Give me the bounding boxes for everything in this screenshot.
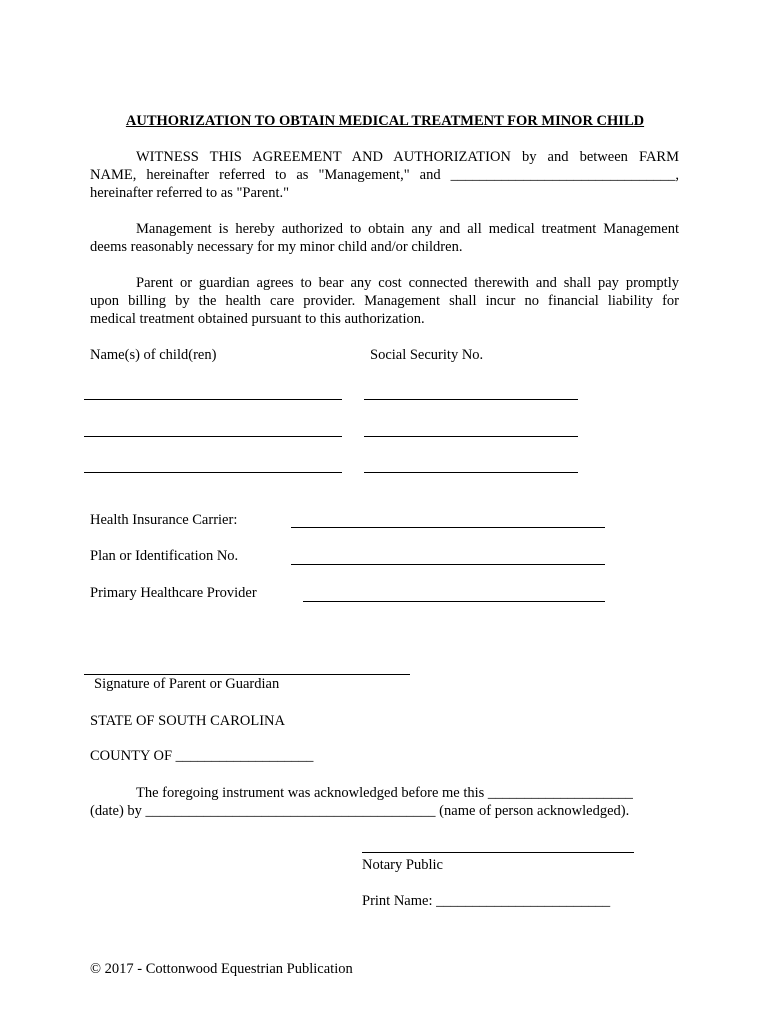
management-line-1: Management is hereby authorized to obtain any and all medical treatment Management [136, 221, 679, 237]
witness-line-2: NAME, hereinafter referred to as "Management," and _______________________________, [90, 167, 679, 183]
plan-id-field[interactable] [291, 564, 605, 565]
child-name-field-3[interactable] [84, 472, 342, 473]
state-line: STATE OF SOUTH CAROLINA [90, 713, 285, 729]
management-paragraph [90, 220, 679, 256]
child-name-field-2[interactable] [84, 436, 342, 437]
primary-provider-field[interactable] [303, 601, 605, 602]
cost-paragraph [90, 274, 679, 328]
cost-line-3: medical treatment obtained pursuant to this authorization. [90, 311, 425, 327]
ssn-field-3[interactable] [364, 472, 578, 473]
notary-public-label: Notary Public [362, 857, 443, 873]
acknowledgment-line-2: (date) by ________________________________________ (name of person acknowledged). [90, 803, 630, 819]
child-name-field-1[interactable] [84, 399, 342, 400]
document-title: AUTHORIZATION TO OBTAIN MEDICAL TREATMENT FOR MINOR CHILD [125, 113, 645, 129]
acknowledgment-line-1: The foregoing instrument was acknowledged before me this ____________________ [136, 785, 633, 801]
insurance-carrier-label: Health Insurance Carrier: [90, 512, 238, 528]
ssn-field-2[interactable] [364, 436, 578, 437]
witness-line-1: WITNESS THIS AGREEMENT AND AUTHORIZATION by and between FARM [136, 149, 679, 165]
witness-paragraph [90, 148, 679, 202]
witness-line-3: hereinafter referred to as "Parent." [90, 185, 290, 201]
print-name-line: Print Name: ________________________ [362, 893, 611, 909]
county-line: COUNTY OF ___________________ [90, 748, 314, 764]
child-names-label: Name(s) of child(ren) [90, 347, 217, 363]
cost-line-1: Parent or guardian agrees to bear any cost connected therewith and shall pay promptly [136, 275, 679, 291]
primary-provider-label: Primary Healthcare Provider [90, 585, 257, 601]
management-line-2: deems reasonably necessary for my minor child and/or children. [90, 239, 463, 255]
insurance-carrier-field[interactable] [291, 527, 605, 528]
cost-line-2: upon billing by the health care provider. Management shall incur no financial liability for [90, 293, 679, 309]
notary-signature-field[interactable] [362, 852, 634, 853]
ssn-label: Social Security No. [370, 347, 484, 363]
ssn-field-1[interactable] [364, 399, 578, 400]
copyright-footer: © 2017 - Cottonwood Equestrian Publication [90, 961, 353, 977]
signature-label: Signature of Parent or Guardian [94, 676, 280, 692]
plan-id-label: Plan or Identification No. [90, 548, 239, 564]
